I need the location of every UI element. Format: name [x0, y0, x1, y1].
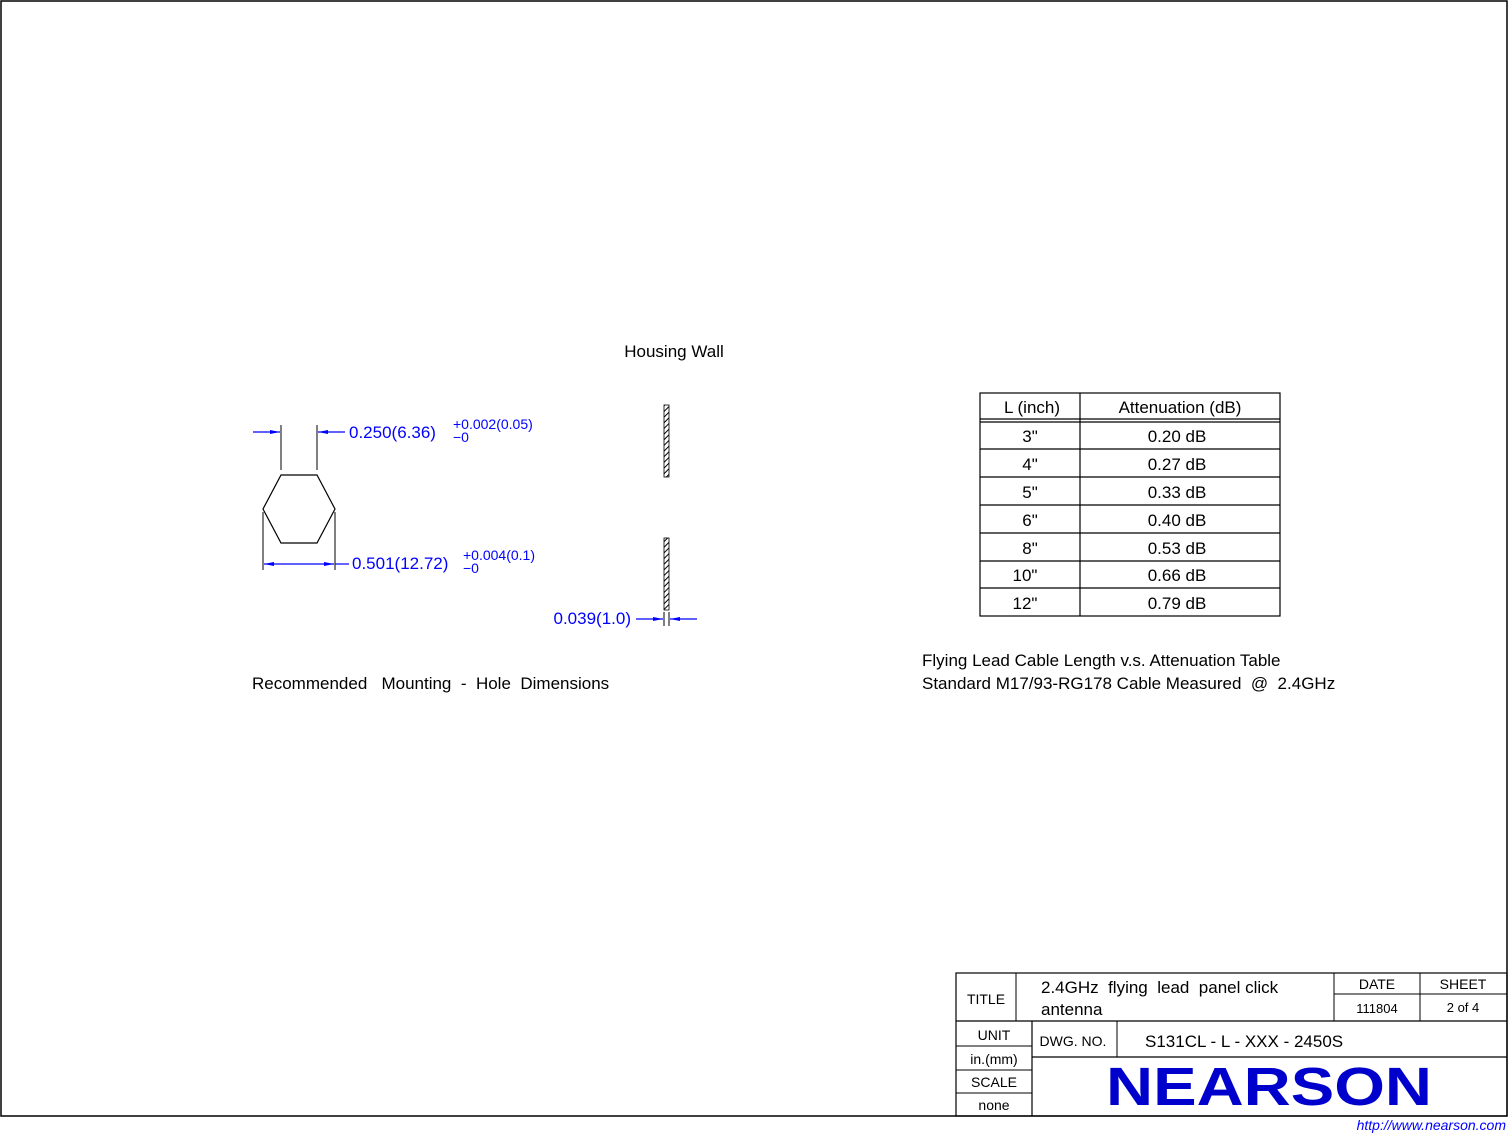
table-cell: 0.53 dB [1147, 539, 1207, 558]
table-cell: 5" [1022, 483, 1038, 502]
nearson-logo: NEARSON [1106, 1057, 1432, 1117]
table-cell: 12" [1012, 594, 1038, 613]
mounting-caption: Recommended Mounting - Hole Dimensions [252, 674, 610, 693]
dim-hex-width-tol-plus: +0.002(0.05) [453, 416, 533, 432]
table-cell: 0.79 dB [1147, 594, 1207, 613]
dwg-no-label: DWG. NO. [1039, 1033, 1107, 1049]
table-cell: 3" [1022, 427, 1038, 446]
dim-hole-diameter-tol-minus: −0 [463, 560, 479, 576]
company-url-link[interactable]: http://www.nearson.com [1356, 1117, 1506, 1133]
housing-wall-label: Housing Wall [624, 342, 724, 361]
table-cell: 8" [1022, 539, 1038, 558]
date-value: 111804 [1356, 1001, 1398, 1016]
hex-hole-outline [263, 475, 335, 543]
sheet-border [1, 1, 1507, 1116]
dwg-no-value: S131CL - L - XXX - 2450S [1145, 1032, 1344, 1051]
table-cell: 4" [1022, 455, 1038, 474]
scale-label: SCALE [971, 1074, 1017, 1090]
table-cell: 0.66 dB [1147, 566, 1207, 585]
attenuation-table [980, 393, 1280, 616]
table-cell: 6" [1022, 511, 1038, 530]
unit-value: in.(mm) [970, 1051, 1018, 1067]
table-cell: 0.33 dB [1147, 483, 1207, 502]
table-header-length: L (inch) [1003, 398, 1061, 417]
title-block [956, 973, 1507, 1117]
table-cell: 10" [1012, 566, 1038, 585]
housing-wall-lower [664, 538, 669, 610]
dim-wall-thickness-value: 0.039(1.0) [553, 609, 631, 628]
dim-hex-width-value: 0.250(6.36) [349, 423, 436, 442]
table-header-attenuation: Attenuation (dB) [1118, 398, 1242, 417]
dim-hole-diameter-value: 0.501(12.72) [352, 554, 449, 573]
housing-wall-upper [664, 405, 669, 477]
sheet-value: 2 of 4 [1446, 1000, 1480, 1015]
dim-wall-thickness [554, 609, 698, 628]
table-cell: 0.20 dB [1147, 427, 1207, 446]
table-cell: 0.27 dB [1147, 455, 1207, 474]
title-line2: antenna [1041, 1000, 1103, 1019]
title-label: TITLE [966, 991, 1006, 1007]
table-cell: 0.40 dB [1147, 511, 1207, 530]
table-caption-line1: Flying Lead Cable Length v.s. Attenuation Table [922, 651, 1281, 670]
table-caption-line2: Standard M17/93-RG178 Cable Measured @ 2.4GHz [922, 674, 1336, 693]
dim-hole-diameter [263, 512, 535, 576]
sheet-label: SHEET [1439, 976, 1487, 992]
dim-hex-width [253, 416, 533, 470]
title-line1: 2.4GHz flying lead panel click [1041, 978, 1279, 997]
dim-hole-diameter-tol-plus: +0.004(0.1) [463, 547, 535, 563]
unit-label: UNIT [977, 1027, 1011, 1043]
scale-value: none [978, 1097, 1010, 1113]
date-label: DATE [1358, 976, 1396, 992]
dim-hex-width-tol-minus: −0 [453, 429, 469, 445]
